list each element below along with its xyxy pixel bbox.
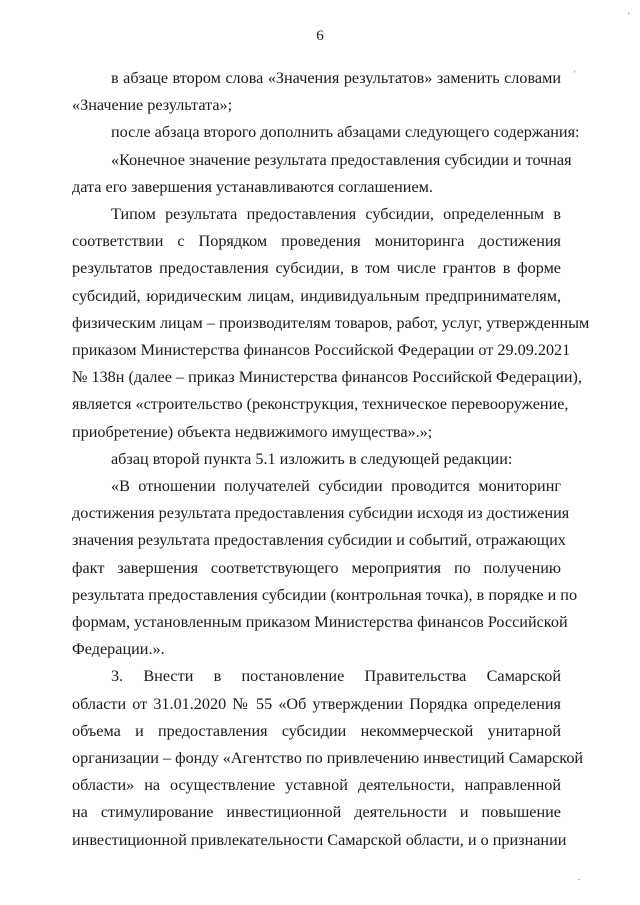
paragraph [72, 201, 590, 446]
text-line: области от 31.01.2020 № 55 «Об утверждении Порядка определения [72, 694, 561, 713]
paragraph [72, 446, 561, 473]
text-line: субсидий, юридическим лицам, индивидуальным предпринимателям, [72, 286, 561, 305]
text-line: соответствии с Порядком проведения мониторинга достижения [72, 232, 561, 251]
document-body [72, 65, 590, 854]
text-line: абзац второй пункта 5.1 изложить в следующей редакции: [111, 449, 513, 468]
scan-speck: ' [574, 69, 576, 79]
text-line: № 138н (далее – приказ Министерства финансов Российской Федерации), [72, 368, 582, 387]
paragraph [72, 473, 578, 663]
text-line: формам, установленным приказом Министерства финансов Российской [72, 613, 568, 632]
text-line: «Конечное значение результата предоставления субсидии и точная [111, 150, 572, 169]
text-line: результатов предоставления субсидии, в том числе грантов в форме [72, 259, 561, 278]
text-line: результата предоставления субсидии (контрольная точка), в порядке и по [72, 585, 578, 604]
paragraph [72, 119, 580, 146]
text-line: в абзаце втором слова «Значения результатов» заменить словами [111, 69, 561, 87]
text-line: на стимулирование инвестиционной деятельности и повышение [72, 803, 561, 822]
paragraph [72, 147, 572, 201]
text-line: Типом результата предоставления субсидии, определенным в [111, 205, 561, 224]
text-line: приказом Министерства финансов Российской Федерации от 29.09.2021 [72, 341, 571, 360]
text-line: после абзаца второго дополнить абзацами следующего содержания: [111, 123, 580, 142]
text-line: «В отношении получателей субсидии проводится мониторинг [111, 477, 561, 496]
paragraph [72, 65, 561, 119]
page-number: 6 [316, 28, 324, 44]
text-line: достижения результата предоставления субсидии исходя из достижения [72, 504, 570, 523]
text-line: «Значение результата»; [72, 96, 233, 115]
text-line: 3. Внести в постановление Правительства Самарской [111, 667, 561, 686]
text-line: факт завершения соответствующего мероприятия по получению [72, 558, 561, 577]
text-line: физическим лицам – производителям товаров, работ, услуг, утвержденным [72, 313, 590, 332]
text-line: значения результата предоставления субсидии и событий, отражающих [72, 531, 566, 550]
scan-speck: . [578, 872, 581, 882]
text-line: является «строительство (реконструкция, техническое перевооружение, [72, 395, 569, 414]
text-line: области» на осуществление уставной деятельности, направленной [72, 776, 561, 795]
paragraph [72, 663, 584, 853]
scan-speck: ' [628, 11, 630, 21]
text-line: инвестиционной привлекательности Самарской области, и о признании [72, 830, 567, 849]
text-line: приобретение) объекта недвижимого имущества».»; [72, 422, 433, 441]
text-line: дата его завершения устанавливаются соглашением. [72, 177, 433, 196]
text-line: объема и предоставления субсидии некоммерческой унитарной [72, 721, 561, 740]
text-line: Федерации.». [72, 640, 165, 659]
text-line: организации – фонду «Агентство по привлечению инвестиций Самарской [72, 749, 584, 768]
